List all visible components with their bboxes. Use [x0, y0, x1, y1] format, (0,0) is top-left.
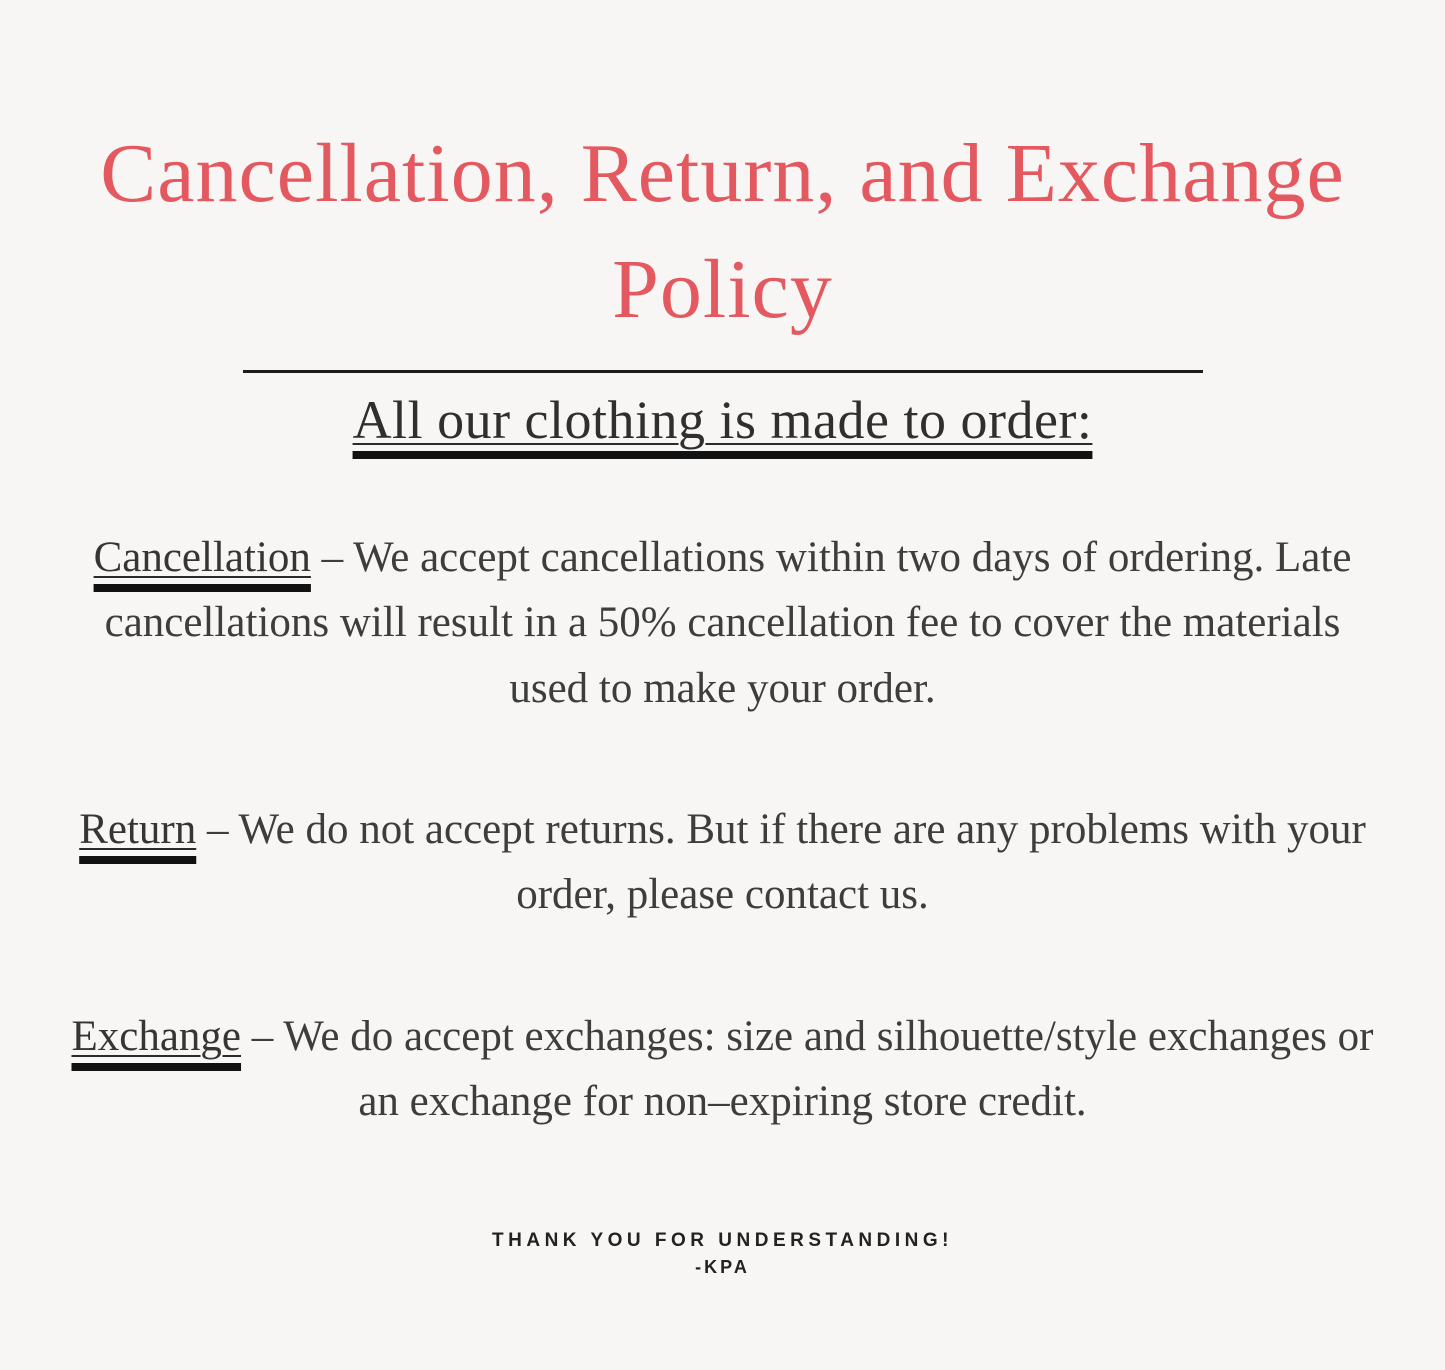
made-to-order-heading — [353, 389, 1093, 451]
title-divider — [243, 370, 1203, 373]
return-section — [68, 797, 1378, 928]
policy-sections — [68, 451, 1378, 1135]
made-to-order-heading-underline — [353, 390, 1093, 450]
footer-signature: -KPA — [695, 1257, 750, 1278]
return-term-underline — [79, 806, 196, 853]
cancellation-term-underline — [94, 534, 311, 581]
footer-thanks: THANK YOU FOR UNDERSTANDING! — [492, 1230, 953, 1252]
cancellation-term: Cancellation — [93, 533, 311, 581]
exchange-section — [68, 1004, 1378, 1135]
exchange-term: Exchange — [71, 1012, 242, 1060]
cancellation-text: – We accept cancellations within two days of ordering. Late cancellations will result in a 50% cancellation fee to cover the materials used to make your order. — [104, 533, 1352, 712]
exchange-text: – We do accept exchanges: size and silhouette/style exchanges or an exchange for non–expiring store credit. — [251, 1012, 1374, 1125]
return-text: – We do not accept returns. But if there are any problems with your order, please contact us. — [207, 805, 1366, 919]
return-term: Return — [79, 805, 197, 853]
footer — [492, 1230, 953, 1278]
exchange-term-underline — [72, 1013, 242, 1060]
policy-title: Cancellation, Return, and Exchange Policy — [100, 127, 1345, 336]
made-to-order-heading-text: All our clothing is made to order: — [352, 389, 1093, 450]
cancellation-section — [68, 525, 1378, 721]
